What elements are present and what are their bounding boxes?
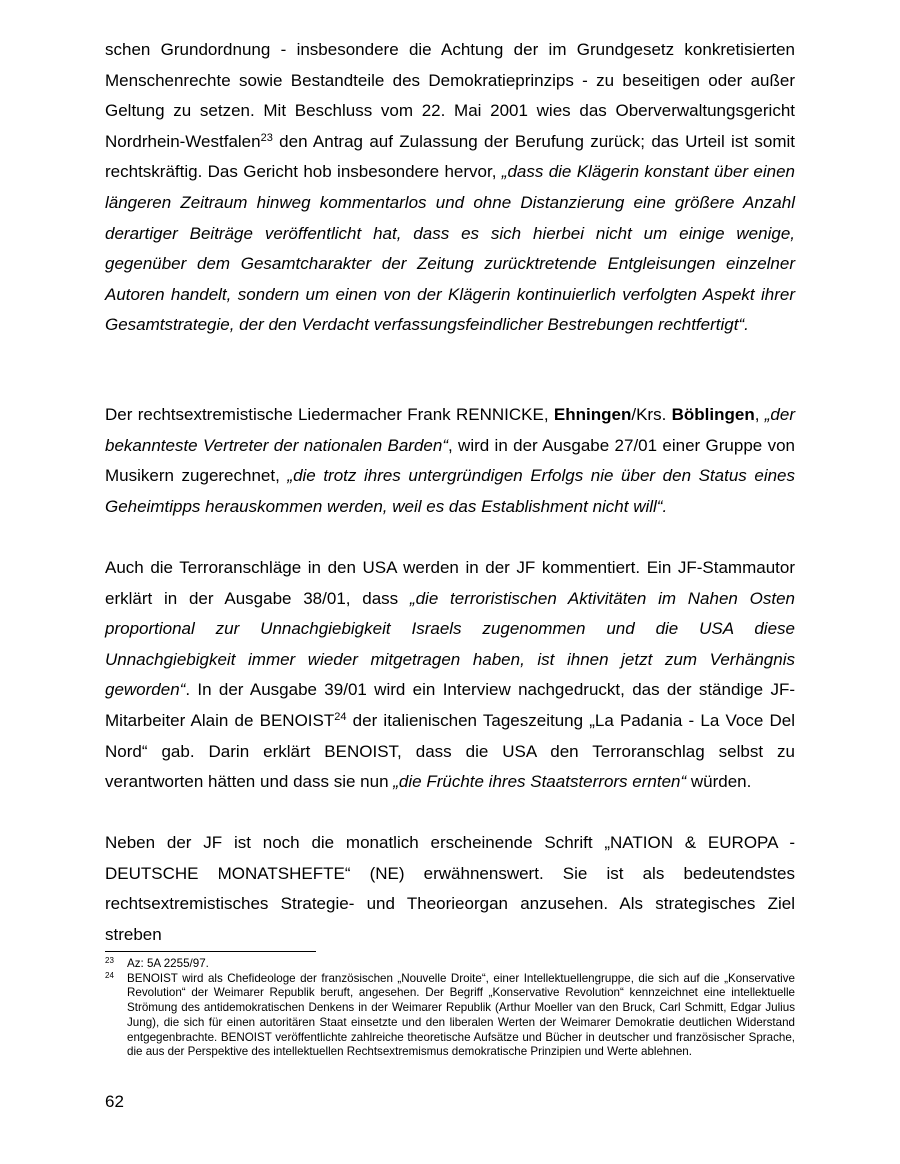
court-quote: „dass die Klägerin konstant über einen längeren Zeitraum hinweg kommentarlos und ohne Distanzierung eine größere Anzahl derartiger Beiträge veröffentlicht hat, dass es sich hierbei nicht um einige wenige, gegenüber dem Gesamtcharakter der Zeitung zurücktretende Entgleisungen einzelner Autoren handelt, sondern um einen von der Klägerin kontinuierlich verfolgten Aspekt ihrer Gesamtstrategie, der den Verdacht verfassungsfeindlicher Bestrebungen rechtfertigt“.: [105, 162, 795, 335]
paragraph-terror-attacks: [105, 553, 795, 798]
text: ,: [754, 405, 765, 424]
page-number: 62: [105, 1092, 124, 1111]
quote-geheimtipp: „die trotz ihres untergründigen Erfolgs nie über den Status eines Geheimtipps herauskommen werden, weil es das Establishment nicht will“.: [105, 466, 796, 516]
footnote-text: Az: 5A 2255/97.: [127, 957, 209, 970]
paragraph-nation-europa: [105, 828, 795, 950]
text: Der rechtsextremistische Liedermacher Frank RENNICKE,: [105, 405, 554, 424]
quote-nahost: „die terroristischen Aktivitäten im Nahen Osten proportional zur Unnachgiebigkeit Israels zugenommen und die USA diese Unnachgiebigkeit immer wieder mitgetragen haben, ist ihnen jetzt zum Verhängnis geworden“: [105, 588, 795, 700]
footnote-ref-23[interactable]: 23: [260, 131, 273, 144]
text: Auch die Terroranschläge in den USA werden in der JF kommentiert. Ein JF-Stammautor erklärt in der Ausgabe 38/01, dass: [105, 558, 795, 608]
footnote-23: [105, 957, 795, 972]
text: . In der Ausgabe 39/01 wird ein Interview nachgedruckt, das der ständige JF-Mitarbeiter Alain de BENOIST: [105, 680, 795, 730]
text: Neben der JF ist noch die monatlich erscheinende Schrift „NATION & EUROPA - DEUTSCHE MONATSHEFTE“ (NE) erwähnenswert. Sie ist als bedeutendstes rechtsextremistisches Strategie- und Theorieorgan anzusehen. Als strategisches Ziel streben: [105, 833, 795, 944]
place-ehningen: Ehningen: [553, 405, 632, 424]
footnote-text: BENOIST wird als Chefideologe der französischen „Nouvelle Droite“, einer Intellektuellengruppe, die sich auf die „Konservative Revolution“ der Weimarer Republik beruft, angesehen. Der Begriff „Konservative Revolution“ kennzeichnet eine intellektuelle Strömung des antidemokratischen Denkens in der Weimarer Republik (Arthur Moeller van den Bruck, Carl Schmitt, Edgar Julius Jung), die sich für einen autoritären Staat einsetzte und den liberalen Werten der Weimarer Demokratie deutlichen Widerstand entgegenbrachte. BENOIST veröffentlichte zahlreiche theoretische Aufsätze und Bücher in deutscher und französischer Sprache, die aus der Perspektive des intellektuellen Rechtsextremismus demokratische Prinzipien und Werte ablehnen.: [127, 971, 795, 1059]
footnotes: [105, 957, 795, 1060]
text: , wird in der Ausgabe 27/01 einer Gruppe von Musikern zugerechnet,: [105, 435, 795, 486]
text: /Krs.: [631, 405, 672, 424]
footnote-number: 23: [105, 956, 114, 965]
text: den Antrag auf Zulassung der Berufung zurück; das Urteil ist somit rechtskräftig. Das Gericht hob insbesondere hervor,: [105, 131, 795, 182]
quote-staatsterror: „die Früchte ihres Staatsterrors ernten“: [393, 772, 687, 792]
footnote-24: [105, 972, 795, 1060]
quote-barden: „der bekannteste Vertreter der nationalen Barden“: [105, 405, 795, 455]
paragraph-court-decision: [105, 35, 795, 341]
place-boeblingen: Böblingen: [671, 405, 755, 424]
text: der italienischen Tageszeitung „La Padania - La Voce Del Nord“ gab. Darin erklärt BENOIST, dass die USA den Terroranschlag selbst zu verantworten hätten und dass sie nun: [105, 710, 795, 792]
text: würden.: [686, 772, 752, 792]
text: schen Grundordnung - insbesondere die Achtung der im Grundgesetz konkretisierten Menschenrechte sowie Bestandteile des Demokratieprinzips - zu beseitigen oder außer Geltung zu setzen. Mit Beschluss vom 22. Mai 2001 wies das Oberverwaltungsgericht Nordrhein-Westfalen: [105, 40, 795, 151]
footnote-number: 24: [105, 970, 114, 980]
paragraph-rennicke: [105, 400, 795, 522]
footnote-ref-24[interactable]: 24: [334, 710, 347, 723]
footnote-divider: [105, 951, 316, 952]
